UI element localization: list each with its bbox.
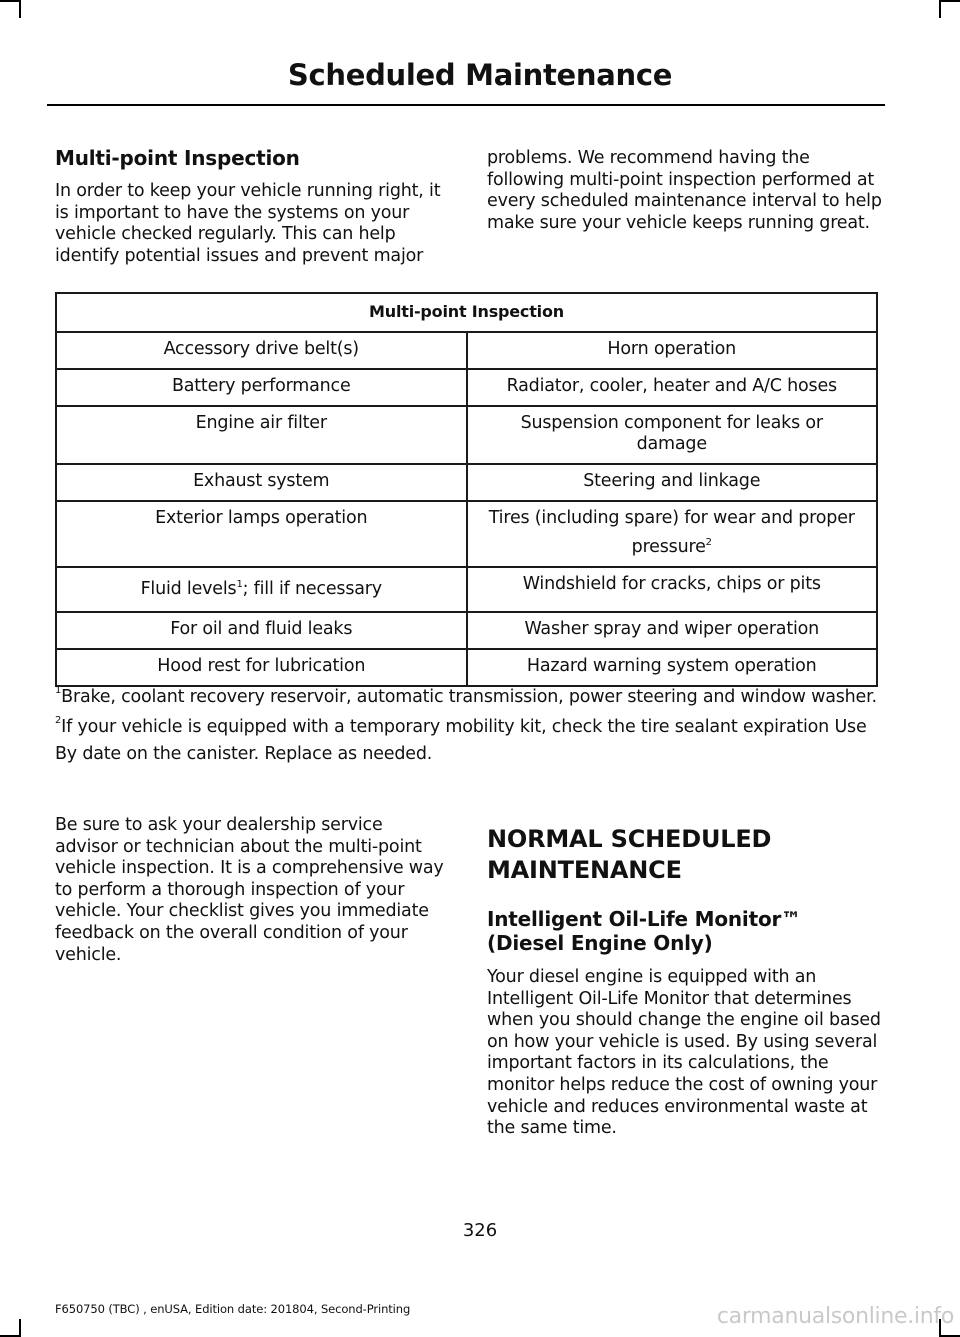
footnotes [55,684,885,771]
table-row [56,567,877,612]
footnote-marker: 2 [705,537,712,549]
watermark: carmanualsonline.info [716,1304,954,1329]
table-cell: Hazard warning system operation [467,649,878,686]
table-title: Multi-point Inspection [56,293,877,332]
inspection-table [55,292,878,687]
table-cell-text-line2 [470,537,875,558]
footnote [55,684,885,711]
section-heading: Multi-point Inspection [55,146,300,170]
body-paragraph: Your diesel engine is equipped with an Intelligent Oil-Life Monitor that determines when you should change the engine oil based on how your vehicle is used. By using several important factors in its calculations, the monitor helps reduce the cost of owning your vehicle and reduces environmental waste at the same time. [487,967,881,1139]
subheading: Intelligent Oil-Life Monitor™ (Diesel Engine Only) [487,907,801,955]
header-rule [47,104,885,106]
table-row [56,332,877,369]
body-paragraph: Be sure to ask your dealership service advisor or technician about the multi-point vehicle inspection. It is a comprehensive way to perform a thorough inspection of your vehicle. Your checklist gives you immediate feedback on the overall condition of your vehicle. [55,815,444,965]
table-cell-text: pressure [631,537,706,557]
table-cell: Steering and linkage [467,464,878,501]
crop-mark [0,0,21,2]
right-intro [487,148,882,234]
table-cell-text: Suspension component for leaks or damage [520,413,823,454]
left-intro [55,146,450,267]
table-cell-text: Tires (including spare) for wear and proper [488,508,855,528]
footnote-marker: 2 [55,715,62,726]
footnote-text: Brake, coolant recovery reservoir, automatic transmission, power steering and window washer. [61,687,877,707]
table-cell: Accessory drive belt(s) [56,332,467,369]
right-bottom [487,824,882,1140]
table-cell: Exterior lamps operation [56,501,467,567]
intro-paragraph-continued: problems. We recommend having the following multi-point inspection performed at every scheduled maintenance interval to help make sure your vehicle keeps running great. [487,148,882,233]
table-cell: Washer spray and wiper operation [467,612,878,649]
table-cell: Hood rest for lubrication [56,649,467,686]
table-cell: Horn operation [467,332,878,369]
table-cell: Exhaust system [56,464,467,501]
table-cell: Battery performance [56,369,467,406]
table-cell [56,567,467,612]
table-cell: Radiator, cooler, heater and A/C hoses [467,369,878,406]
footnote [55,714,885,768]
table-row [56,649,877,686]
table-row [56,464,877,501]
table-cell: Windshield for cracks, chips or pits [467,567,878,612]
table-cell: Engine air filter [56,406,467,464]
crop-mark [19,0,21,18]
table-row [56,369,877,406]
table-cell-text: Fluid levels [140,579,237,599]
crop-mark [19,1319,21,1337]
table-cell [467,406,878,464]
table-row [56,501,877,567]
page-title: Scheduled Maintenance [287,58,673,92]
page-number: 326 [462,1220,498,1241]
crop-mark [939,0,960,2]
table-row [56,612,877,649]
table-cell [467,501,878,567]
left-bottom [55,815,450,966]
footnote-marker: 1 [55,685,62,696]
footnote-marker: 1 [236,579,243,591]
table-cell-text: ; fill if necessary [242,579,382,599]
crop-mark [939,0,941,18]
section-title: NORMAL SCHEDULED MAINTENANCE [487,825,772,884]
table-row [56,406,877,464]
table-cell: For oil and fluid leaks [56,612,467,649]
footnote-text: If your vehicle is equipped with a temporary mobility kit, check the tire sealant expiration Use By date on the canister. Replace as needed. [55,717,867,764]
intro-paragraph: In order to keep your vehicle running right, it is important to have the systems on your vehicle checked regularly. This can help identify potential issues and prevent major [55,181,441,266]
edition-info: F650750 (TBC) , enUSA, Edition date: 201804, Second-Printing [55,1302,411,1316]
